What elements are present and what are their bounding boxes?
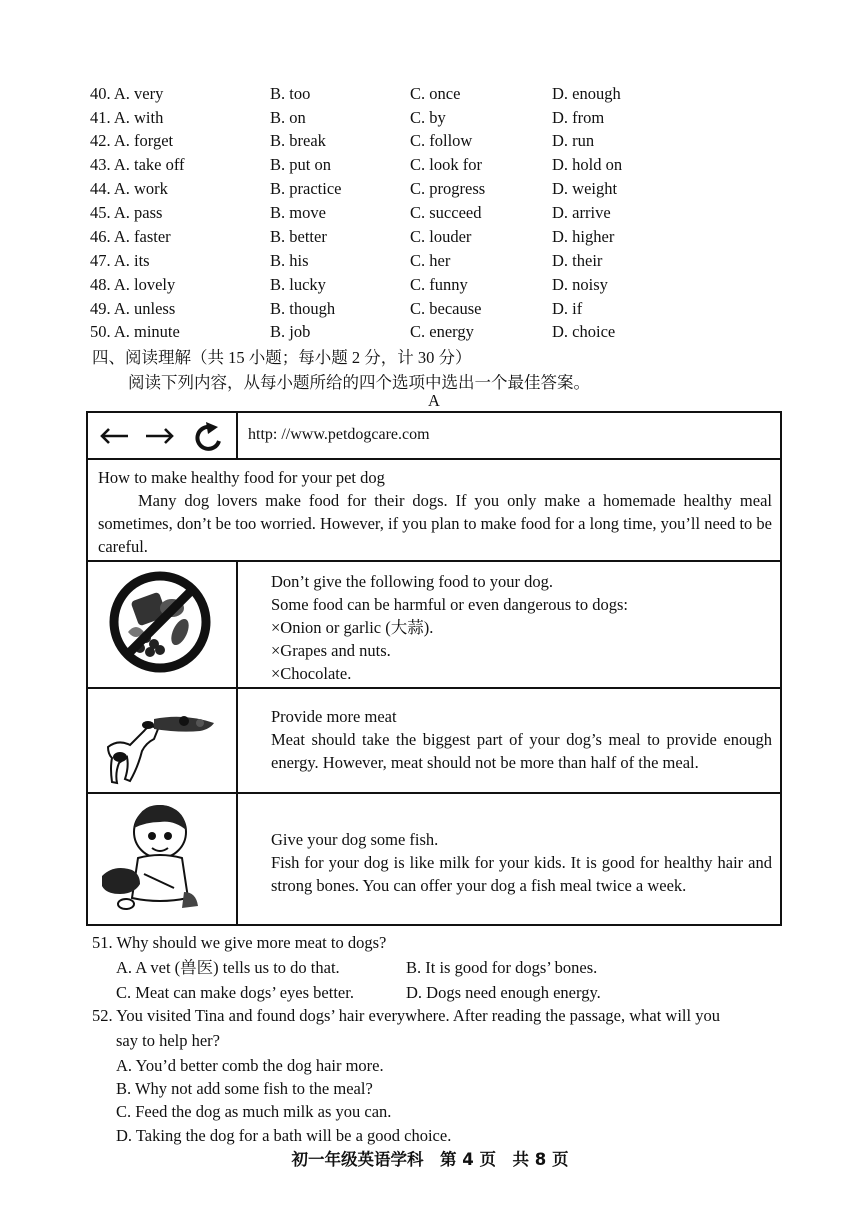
back-arrow-icon[interactable]: [102, 429, 128, 443]
intro-section: [88, 460, 780, 562]
option-c: C. by: [410, 108, 446, 127]
question-number: 42.: [90, 131, 111, 150]
tip-line: Some food can be harmful or even dangerous to dogs:: [271, 595, 628, 614]
option-c: C. energy: [410, 322, 474, 341]
option-b: B. break: [270, 131, 326, 150]
tip-line: ×Chocolate.: [271, 664, 352, 683]
no-food-sign-image: [88, 562, 238, 687]
section-heading: 四、阅读理解（共 15 小题；每小题 2 分，计 30 分）: [92, 348, 472, 367]
option-b: B. too: [270, 84, 311, 103]
option-c: C. because: [410, 299, 482, 318]
question-number: 46.: [90, 227, 111, 246]
option-a: A. very: [113, 84, 164, 103]
boy-feeding-dog-icon: [88, 794, 236, 924]
dog-with-meat-icon: [88, 689, 236, 792]
option-d: D. higher: [552, 227, 615, 246]
question-number: 49.: [90, 299, 111, 318]
option-d: D. arrive: [552, 203, 611, 222]
option-c: C. her: [410, 251, 451, 270]
harmful-food-text: [271, 570, 772, 685]
option-d: D. run: [552, 131, 595, 150]
option-a: A. lovely: [113, 275, 176, 294]
question-51-option-c[interactable]: C. Meat can make dogs’ eyes better.: [116, 983, 354, 1002]
option-b: B. practice: [270, 179, 342, 198]
option-d: D. from: [552, 108, 605, 127]
passage-label: A: [428, 391, 440, 410]
option-b: B. on: [270, 108, 306, 127]
question-52-option-d[interactable]: D. Taking the dog for a bath will be a good choice.: [116, 1126, 452, 1145]
article-title: How to make healthy food for your pet dog: [98, 468, 385, 487]
option-b: B. move: [270, 203, 326, 222]
question-number: 41.: [90, 108, 111, 127]
tip-line: Don’t give the following food to your dog.: [271, 572, 553, 591]
question-51-option-d[interactable]: D. Dogs need enough energy.: [406, 983, 601, 1002]
intro-paragraph: Many dog lovers make food for their dogs. If you only make a homemade healthy meal sometimes, don’t be too worried. However, if you plan to make food for a long time, you’ll need to be careful.: [98, 491, 773, 556]
meat-text: [271, 705, 772, 774]
question-52-option-a[interactable]: A. You’d better comb the dog hair more.: [116, 1056, 384, 1075]
question-51-option-b[interactable]: B. It is good for dogs’ bones.: [406, 958, 598, 977]
option-c: C. succeed: [410, 203, 482, 222]
dog-meat-image: [88, 689, 238, 792]
option-b: B. better: [270, 227, 327, 246]
option-b: B. job: [270, 322, 311, 341]
option-d: D. enough: [552, 84, 621, 103]
option-a: A. its: [113, 251, 150, 270]
question-52-option-c[interactable]: C. Feed the dog as much milk as you can.: [116, 1102, 392, 1121]
option-d: D. noisy: [552, 275, 608, 294]
question-number: 40.: [90, 84, 111, 103]
option-d: D. choice: [552, 322, 616, 341]
section-instruction: 阅读下列内容，从每小题所给的四个选项中选出一个最佳答案。: [128, 373, 590, 392]
option-a: A. forget: [113, 131, 174, 150]
tip-line: ×Grapes and nuts.: [271, 641, 391, 660]
question-52-stem: 52. You visited Tina and found dogs’ hair everywhere. After reading the passage, what will you: [92, 1006, 720, 1025]
option-d: D. weight: [552, 179, 618, 198]
browser-bar: [88, 413, 780, 460]
tip-title: Give your dog some fish.: [271, 830, 439, 849]
forward-arrow-icon[interactable]: [146, 429, 172, 443]
browser-nav-buttons: [88, 413, 238, 458]
question-number: 50.: [90, 322, 111, 341]
question-number: 45.: [90, 203, 111, 222]
question-52-stem-continued: say to help her?: [116, 1031, 221, 1050]
option-c: C. once: [410, 84, 461, 103]
option-d: D. hold on: [552, 155, 623, 174]
option-b: B. his: [270, 251, 309, 270]
tip-row-meat: [88, 689, 780, 794]
option-d: D. if: [552, 299, 583, 318]
option-c: C. progress: [410, 179, 486, 198]
tip-line: ×Onion or garlic (大蒜).: [271, 618, 434, 637]
option-c: C. louder: [410, 227, 472, 246]
question-51-option-a[interactable]: A. A vet (兽医) tells us to do that.: [116, 958, 340, 977]
tip-row-harmful-food: [88, 562, 780, 689]
option-a: A. work: [113, 179, 168, 198]
option-a: A. faster: [113, 227, 171, 246]
option-b: B. put on: [270, 155, 331, 174]
option-c: C. follow: [410, 131, 473, 150]
question-52-option-b[interactable]: B. Why not add some fish to the meal?: [116, 1079, 373, 1098]
tip-title: Provide more meat: [271, 707, 397, 726]
option-a: A. take off: [113, 155, 185, 174]
option-a: A. unless: [113, 299, 176, 318]
tip-body: Fish for your dog is like milk for your kids. It is good for healthy hair and strong bones. You can offer your dog a fish meal twice a week.: [271, 853, 772, 895]
option-a: A. pass: [113, 203, 163, 222]
tip-row-fish: [88, 794, 780, 926]
option-b: B. lucky: [270, 275, 326, 294]
option-d: D. their: [552, 251, 603, 270]
prohibited-food-icon: [88, 562, 236, 687]
browser-nav-icons: [98, 421, 228, 451]
page-footer: 初一年级英语学科 第 4 页 共 8 页: [291, 1150, 569, 1169]
refresh-icon[interactable]: [197, 422, 219, 449]
fish-text: [271, 828, 772, 897]
option-c: C. look for: [410, 155, 482, 174]
address-bar-url[interactable]: http: //www.petdogcare.com: [248, 426, 430, 443]
option-a: A. minute: [113, 322, 180, 341]
tip-body: Meat should take the biggest part of your dog’s meal to provide enough energy. However, meat should not be more than half of the meal.: [271, 730, 772, 772]
webpage-box: [86, 411, 782, 926]
boy-dog-image: [88, 794, 238, 926]
question-number: 47.: [90, 251, 111, 270]
option-b: B. though: [270, 299, 336, 318]
option-c: C. funny: [410, 275, 468, 294]
option-a: A. with: [113, 108, 164, 127]
question-number: 43.: [90, 155, 111, 174]
question-number: 44.: [90, 179, 111, 198]
question-51-stem: 51. Why should we give more meat to dogs?: [92, 933, 387, 952]
question-number: 48.: [90, 275, 111, 294]
